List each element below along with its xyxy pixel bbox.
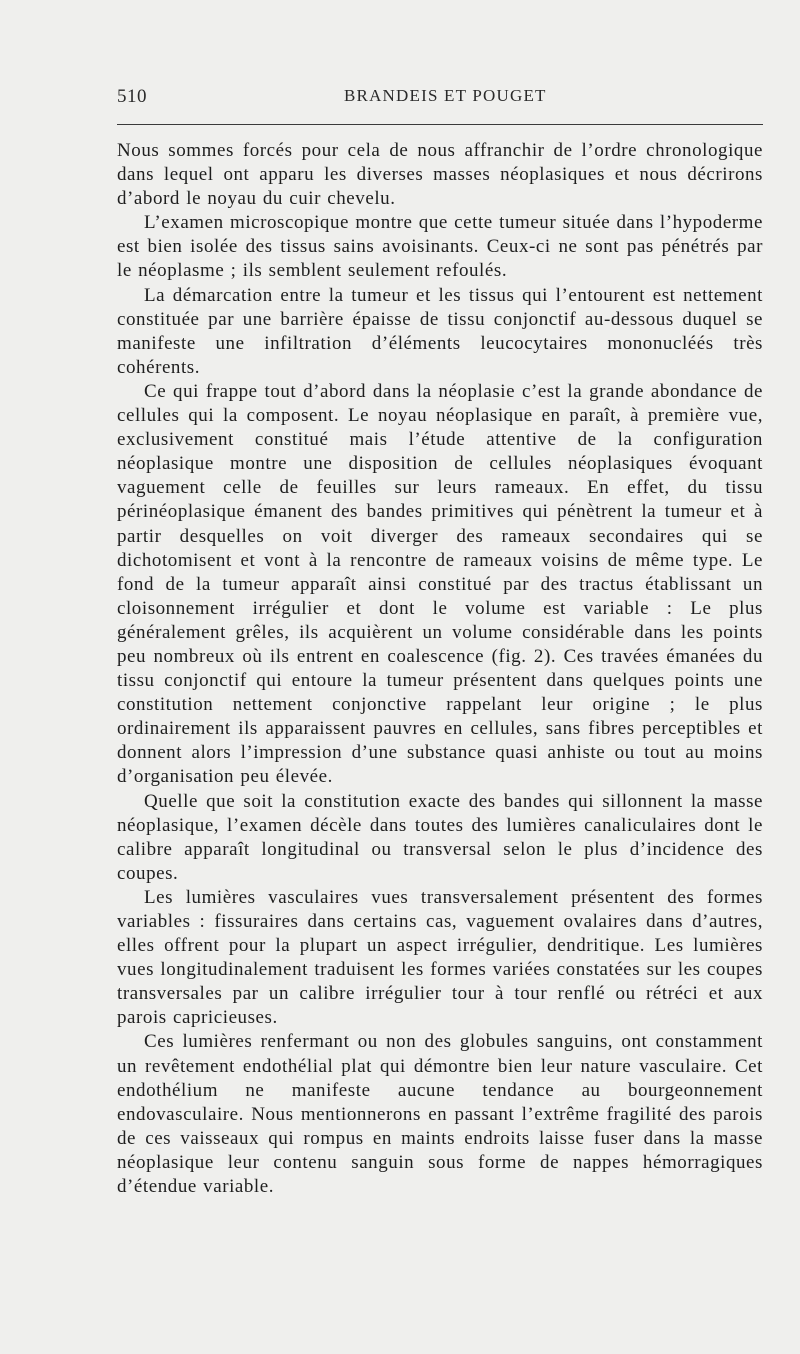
paragraph: Ce qui frappe tout d’abord dans la néoplasie c’est la grande abondance de cellules qui la composent. Le noyau néoplasique en paraît, à première vue, exclusivement constitué mais l’étude attentive de la configuration néoplasique montre une disposition de cellules néoplasiques évoquant vaguement celle de feuilles sur leurs rameaux. En effet, du tissu périnéoplasique émanent des bandes primitives qui pénètrent la tumeur et à partir desquelles on voit diverger des rameaux secondaires qui se dichotomisent et vont à la rencontre de rameaux voisins de même type. Le fond de la tumeur apparaît ainsi constitué par des tractus établissant un cloisonnement irrégulier et dont le volume est variable : Le plus généralement grêles, ils acquièrent un volume considérable dans les points peu nombreux où ils entrent en coalescence (fig. 2). Ces travées émanées du tissu conjonctif qui entoure la tumeur présentent dans quelques points une constitution nettement conjonctive rappelant leur origine ; le plus ordinairement ils apparaissent pauvres en cellules, sans fibres perceptibles et donnent alors l’impression d’une substance quasi anhiste ou tout au moins d’organisation peu élevée. [117,380,763,788]
paragraph: Quelle que soit la constitution exacte des bandes qui sillonnent la masse néoplasique, l’examen décèle dans toutes des lumières canaliculaires dont le calibre apparaît longitudinal ou transversal selon le plus d’incidence des coupes. [117,790,763,884]
page-header [117,86,763,116]
paragraph: La démarcation entre la tumeur et les tissus qui l’entourent est nettement constituée par une barrière épaisse de tissu conjonctif au-dessous duquel se manifeste une infiltration d’éléments leucocytaires mononucléés très cohérents. [117,284,763,378]
header-rule [117,124,763,125]
paragraph: L’examen microscopique montre que cette tumeur située dans l’hypoderme est bien isolée des tissus sains avoisinants. Ceux-ci ne sont pas pénétrés par le néoplasme ; ils semblent seulement refoulés. [117,212,763,282]
paragraph: Ces lumières renfermant ou non des globules sanguins, ont constamment un revêtement endothélial plat qui démontre bien leur nature vasculaire. Cet endothélium ne manifeste aucune tendance au bourgeonnement endovasculaire. Nous mentionnerons en passant l’extrême fragilité des parois de ces vaisseaux qui rompus en maints endroits laisse fuser dans la masse néoplasique leur contenu sanguin sous forme de nappes hémorragiques d’étendue variable. [117,1031,763,1198]
running-head: BRANDEIS ET POUGET [344,86,547,105]
body-text [117,139,763,1199]
paragraph: Nous sommes forcés pour cela de nous affranchir de l’ordre chronologique dans lequel ont apparu les diverses masses néoplasiques et nous décrirons d’abord le noyau du cuir chevelu. [117,140,763,210]
paragraph: Les lumières vasculaires vues transversalement présentent des formes variables : fissuraires dans certains cas, vaguement ovalaires dans d’autres, elles offrent pour la plupart un aspect irrégulier, dendritique. Les lumières vues longitudinalement traduisent les formes variées constatées sur les coupes transversales par un calibre irrégulier tour à tour renflé ou rétréci et aux parois capricieuses. [117,886,763,1029]
page-number: 510 [117,86,147,107]
